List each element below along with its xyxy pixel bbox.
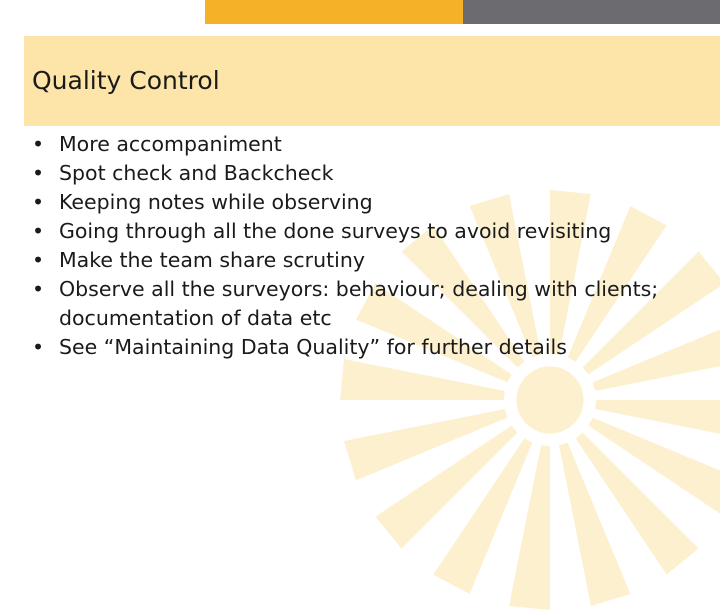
bullet-dot: • <box>31 248 45 272</box>
title-band <box>24 36 720 126</box>
bullet-item <box>30 275 690 333</box>
bullet-text: More accompaniment <box>59 132 282 156</box>
bullet-text: Keeping notes while observing <box>59 190 373 214</box>
bullet-text: See “Maintaining Data Quality” for further details <box>59 335 567 359</box>
watermark-ray <box>559 443 630 606</box>
watermark-ray <box>344 409 507 480</box>
bullet-item <box>30 217 690 246</box>
bullet-dot: • <box>31 132 45 156</box>
bullet-item <box>30 246 690 275</box>
bullet-dot: • <box>31 277 45 301</box>
bullet-item <box>30 130 690 159</box>
bullet-text: Spot check and Backcheck <box>59 161 334 185</box>
bullet-text: Make the team share scrutiny <box>59 248 365 272</box>
top-accent-bar-yellow <box>205 0 463 24</box>
bullet-list <box>30 130 690 362</box>
bullet-dot: • <box>31 190 45 214</box>
bullet-item <box>30 159 690 188</box>
bullet-dot: • <box>31 219 45 243</box>
bullet-text: Observe all the surveyors: behaviour; dealing with clients; documentation of data etc <box>59 277 659 330</box>
bullet-item <box>30 188 690 217</box>
bullet-dot: • <box>31 161 45 185</box>
slide-title: Quality Control <box>32 66 220 95</box>
watermark-core <box>516 366 583 433</box>
top-accent-bar-gray <box>463 0 720 24</box>
bullet-dot: • <box>31 335 45 359</box>
bullet-item <box>30 333 690 362</box>
bullet-text: Going through all the done surveys to avoid revisiting <box>59 219 612 243</box>
